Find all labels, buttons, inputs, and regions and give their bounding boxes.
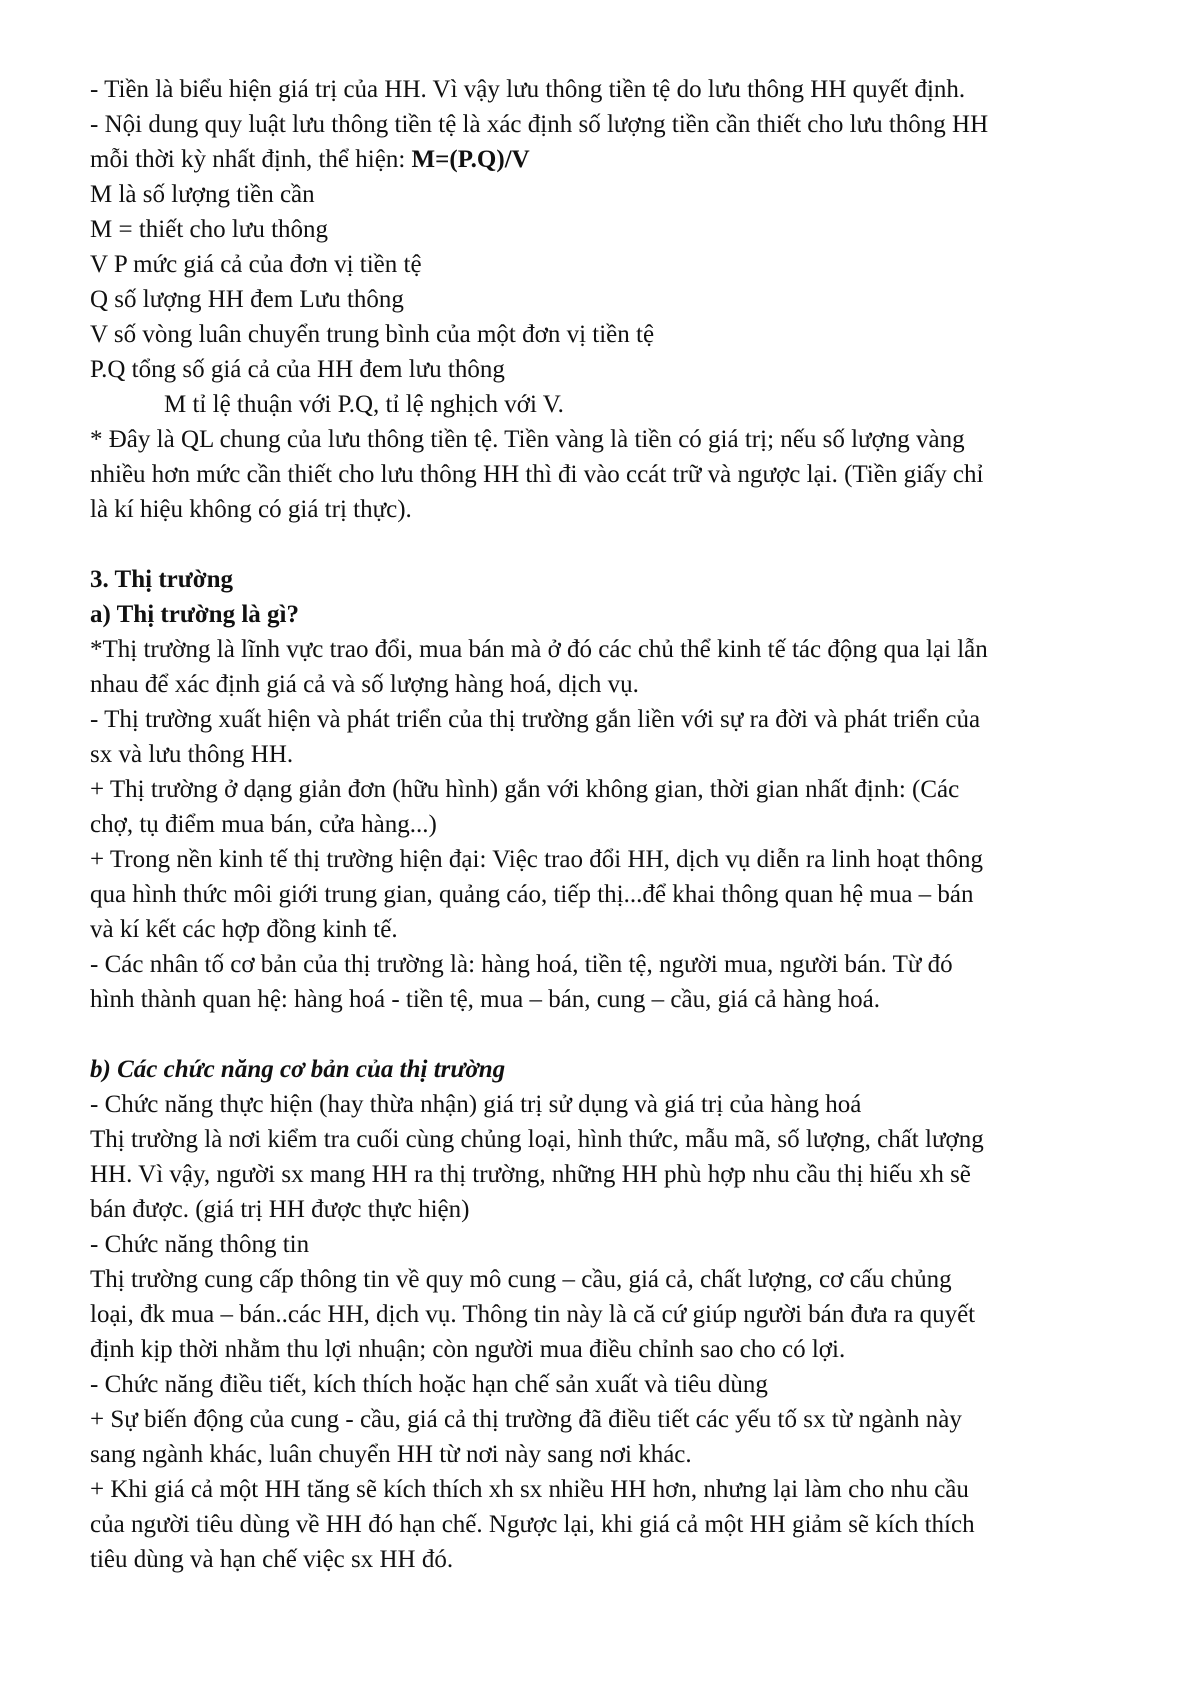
paragraph-line: sang ngành khác, luân chuyển HH từ nơi này sang nơi khác.	[90, 1441, 692, 1468]
paragraph-line: - Chức năng thông tin	[90, 1231, 310, 1258]
paragraph-line: - Thị trường xuất hiện và phát triển của thị trường gắn liền với sự ra đời và phát triển của	[90, 706, 981, 733]
paragraph-line: - Chức năng điều tiết, kích thích hoặc hạn chế sản xuất và tiêu dùng	[90, 1371, 768, 1398]
paragraph-line: + Sự biến động của cung - cầu, giá cả thị trường đã điều tiết các yếu tố sx từ ngành này	[90, 1406, 962, 1433]
paragraph-line: - Chức năng thực hiện (hay thừa nhận) giá trị sử dụng và giá trị của hàng hoá	[90, 1091, 862, 1118]
subsection-heading-b: b) Các chức năng cơ bản của thị trường	[90, 1056, 506, 1083]
definition-line: M là số lượng tiền cần	[90, 181, 315, 208]
paragraph-line: bán được. (giá trị HH được thực hiện)	[90, 1196, 470, 1223]
paragraph-line: tiêu dùng và hạn chế việc sx HH đó.	[90, 1546, 454, 1573]
paragraph-line: nhiều hơn mức cần thiết cho lưu thông HH thì đi vào ccát trữ và ngược lại. (Tiền giấy chỉ	[90, 461, 984, 488]
paragraph-line: sx và lưu thông HH.	[90, 741, 294, 768]
paragraph-line: HH. Vì vậy, người sx mang HH ra thị trường, những HH phù hợp nhu cầu thị hiếu xh sẽ	[90, 1161, 971, 1188]
section-heading: 3. Thị trường	[90, 566, 233, 593]
definition-line: V P mức giá cả của đơn vị tiền tệ	[90, 251, 422, 278]
blank-line	[90, 1017, 1120, 1052]
blank-line	[90, 527, 1120, 562]
paragraph-text: mỗi thời kỳ nhất định, thể hiện:	[90, 146, 412, 173]
paragraph-line: qua hình thức môi giới trung gian, quảng cáo, tiếp thị...để khai thông quan hệ mua – bán	[90, 881, 974, 908]
money-formula: M=(P.Q)/V	[411, 146, 530, 173]
definition-line: P.Q tổng số giá cả của HH đem lưu thông	[90, 356, 505, 383]
paragraph-line: + Khi giá cả một HH tăng sẽ kích thích xh sx nhiều HH hơn, nhưng lại làm cho nhu cầu	[90, 1476, 969, 1503]
paragraph-line: hình thành quan hệ: hàng hoá - tiền tệ, mua – bán, cung – cầu, giá cả hàng hoá.	[90, 986, 881, 1013]
paragraph-line: - Nội dung quy luật lưu thông tiền tệ là xác định số lượng tiền cần thiết cho lưu thông HH	[90, 111, 989, 138]
paragraph-line: của người tiêu dùng về HH đó hạn chế. Ngược lại, khi giá cả một HH giảm sẽ kích thích	[90, 1511, 975, 1538]
paragraph-line: - Các nhân tố cơ bản của thị trường là: hàng hoá, tiền tệ, người mua, người bán. Từ đó	[90, 951, 953, 978]
definition-line: M = thiết cho lưu thông	[90, 216, 329, 243]
paragraph-line: + Trong nền kinh tế thị trường hiện đại: Việc trao đổi HH, dịch vụ diễn ra linh hoạt thông	[90, 846, 983, 873]
paragraph-line: - Tiền là biểu hiện giá trị của HH. Vì vậy lưu thông tiền tệ do lưu thông HH quyết định.	[90, 76, 966, 103]
paragraph-line: * Đây là QL chung của lưu thông tiền tệ. Tiền vàng là tiền có giá trị; nếu số lượng vàng	[90, 426, 965, 453]
paragraph-line: + Thị trường ở dạng giản đơn (hữu hình) gắn với không gian, thời gian nhất định: (Các	[90, 776, 960, 803]
paragraph-line: là kí hiệu không có giá trị thực).	[90, 496, 412, 523]
paragraph-line: *Thị trường là lĩnh vực trao đổi, mua bán mà ở đó các chủ thể kinh tế tác động qua lại lẫn	[90, 636, 988, 663]
definition-line: M tỉ lệ thuận với P.Q, tỉ lệ nghịch với V.	[164, 391, 564, 418]
definition-line: Q số lượng HH đem Lưu thông	[90, 286, 404, 313]
definition-line: V số vòng luân chuyển trung bình của một đơn vị tiền tệ	[90, 321, 655, 348]
document-page	[90, 72, 1120, 1577]
paragraph-line: Thị trường cung cấp thông tin về quy mô cung – cầu, giá cả, chất lượng, cơ cấu chủng	[90, 1266, 952, 1293]
paragraph-line: loại, đk mua – bán..các HH, dịch vụ. Thông tin này là că cứ giúp người bán đưa ra quyết	[90, 1301, 976, 1328]
paragraph-line: chợ, tụ điểm mua bán, cửa hàng...)	[90, 811, 437, 838]
paragraph-line: Thị trường là nơi kiểm tra cuối cùng chủng loại, hình thức, mẫu mã, số lượng, chất lượng	[90, 1126, 984, 1153]
subsection-heading-a: a) Thị trường là gì?	[90, 601, 299, 628]
paragraph-line: nhau để xác định giá cả và số lượng hàng hoá, dịch vụ.	[90, 671, 639, 698]
paragraph-line: và kí kết các hợp đồng kinh tế.	[90, 916, 398, 943]
paragraph-line	[90, 142, 1120, 177]
paragraph-line: định kịp thời nhằm thu lợi nhuận; còn người mua điều chỉnh sao cho có lợi.	[90, 1336, 846, 1363]
